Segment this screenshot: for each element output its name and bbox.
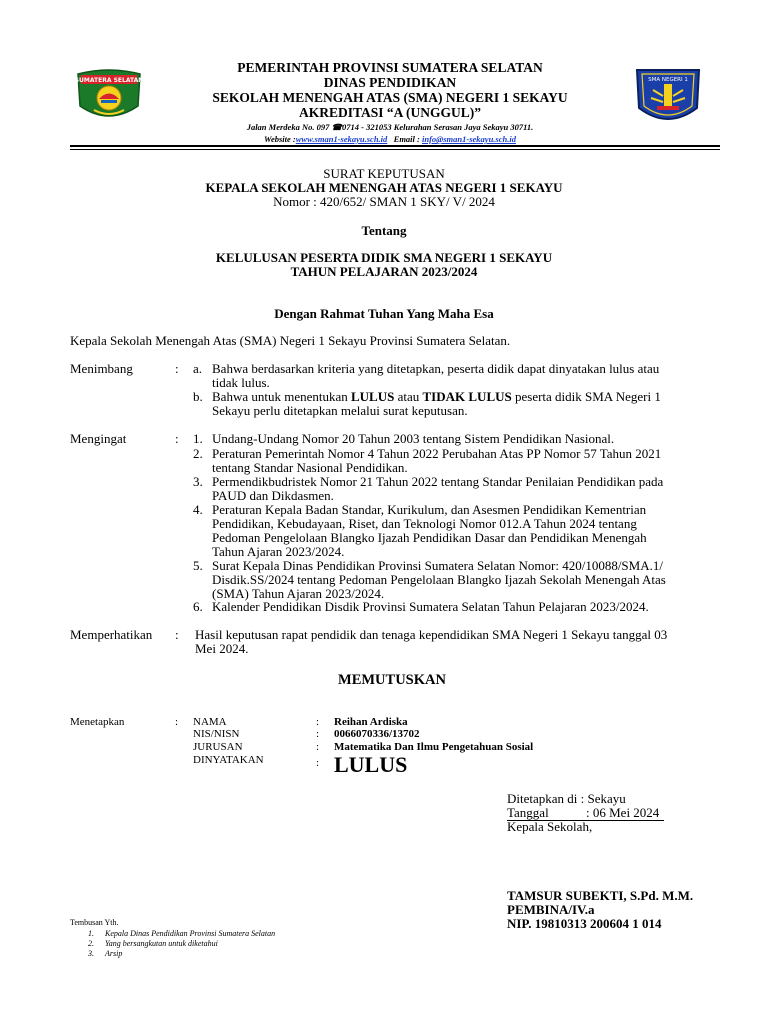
cc-item: 1. Kepala Dinas Pendidikan Provinsi Sumatera Selatan [88, 929, 276, 938]
student-nis: 0066070336/13702 [334, 728, 420, 740]
mengingat-2-num: 2. [193, 446, 203, 461]
memperhatikan-label: Memperhatikan [70, 627, 153, 642]
menimbang-a-num: a. [193, 361, 203, 376]
decide-heading: MEMUTUSKAN [338, 672, 446, 688]
field-name-colon: : [316, 716, 320, 728]
letterhead-line-4: AKREDITASI “A (UNGGUL)” [298, 105, 482, 120]
website-link[interactable]: www.sman1-sekayu.sch.id [295, 134, 388, 144]
letterhead-rule-thick [70, 145, 720, 147]
signer-nip: NIP. 19810313 200604 1 014 [507, 916, 662, 931]
menetapkan-colon: : [175, 716, 179, 728]
menimbang-a-line-1: Bahwa berdasarkan kriteria yang ditetapkan, peserta didik dapat dinyatakan lulus atau [212, 361, 660, 376]
cc-title: Tembusan Yth. [70, 918, 119, 927]
cc-item: 2. Yang bersangkutan untuk diketahui [88, 939, 218, 948]
website-label: Website : [264, 134, 296, 144]
lulus-keyword: LULUS [351, 389, 395, 404]
intro-paragraph: Kepala Sekolah Menengah Atas (SMA) Negeri 1 Sekayu Provinsi Sumatera Selatan. [70, 333, 511, 348]
field-major-colon: : [316, 741, 320, 753]
field-result-key: DINYATAKAN [193, 754, 264, 766]
letterhead-rule-thin [70, 149, 720, 150]
email-link[interactable]: info@sman1-sekayu.sch.id [422, 134, 516, 144]
letterhead [150, 60, 630, 144]
student-major: Matematika Dan Ilmu Pengetahuan Sosial [334, 741, 534, 753]
signature-place: Ditetapkan di : Sekayu [507, 791, 626, 806]
menimbang-a-text [212, 362, 714, 390]
menimbang-b-text [212, 390, 714, 418]
mengingat-3-text: Permendikbudristek Nomor 21 Tahun 2022 tentang Standar Penilaian Pendidikan pada PAUD dan Dikdasmen. [212, 474, 664, 503]
decree-number: Nomor : 420/652/ SMAN 1 SKY/ V/ 2024 [273, 194, 495, 209]
student-name: Reihan Ardiska [334, 716, 408, 728]
mengingat-1-num: 1. [193, 431, 203, 446]
decree-type: SURAT KEPUTUSAN [323, 166, 445, 181]
tidak-lulus-keyword: TIDAK LULUS [422, 389, 512, 404]
menimbang-b-line-1: Bahwa untuk menentukan LULUS atau TIDAK LULUS peserta didik SMA Negeri 1 [212, 389, 661, 404]
letterhead-contact [150, 134, 630, 144]
letterhead-line-3: SEKOLAH MENENGAH ATAS (SMA) NEGERI 1 SEKAYU [212, 90, 568, 105]
field-name-key: NAMA [193, 716, 227, 728]
signature-position: Kepala Sekolah, [507, 819, 593, 834]
province-logo [72, 66, 146, 126]
field-major-key: JURUSAN [193, 741, 243, 753]
letterhead-line-2: DINAS PENDIDIKAN [323, 75, 457, 90]
menimbang-label: Menimbang [70, 361, 133, 376]
decree-subject-line-1: KELULUSAN PESERTA DIDIK SMA NEGERI 1 SEKAYU [215, 250, 553, 265]
mengingat-colon: : [175, 431, 179, 446]
svg-text:SUMATERA SELATAN: SUMATERA SELATAN [74, 77, 144, 84]
result-lulus: LULUS [334, 752, 408, 777]
signer-rank: PEMBINA/IV.a [507, 902, 595, 917]
school-logo [633, 64, 703, 128]
mengingat-2-text: Peraturan Pemerintah Nomor 4 Tahun 2022 Perubahan Atas PP Nomor 57 Tahun 2021 tentang Standar Nasional Pendidikan. [212, 446, 662, 475]
decree-subject [0, 251, 768, 279]
mengingat-label: Mengingat [70, 431, 127, 446]
mengingat-4-num: 4. [193, 502, 203, 517]
blessing-line: Dengan Rahmat Tuhan Yang Maha Esa [274, 306, 494, 321]
decree-subject-line-2: TAHUN PELAJARAN 2023/2024 [290, 264, 478, 279]
decree-heading [0, 167, 768, 209]
decree-issuer: KEPALA SEKOLAH MENENGAH ATAS NEGERI 1 SEKAYU [205, 180, 563, 195]
memperhatikan-colon: : [175, 627, 179, 642]
menimbang-colon: : [175, 361, 179, 376]
field-result-colon: : [316, 757, 320, 769]
letterhead-line-1: PEMERINTAH PROVINSI SUMATERA SELATAN [237, 60, 543, 75]
letterhead-address: Jalan Merdeka No. 097 ☎0714 - 321053 Kelurahan Serasan Jaya Sekayu 30711. [246, 122, 534, 132]
svg-text:SMA NEGERI 1: SMA NEGERI 1 [648, 77, 688, 83]
mengingat-4-text: Peraturan Kepala Badan Standar, Kurikulum, dan Asesmen Pendidikan Kementrian Pendidikan, Kebudayaan, Riset, dan Teknologi Nomor 012.A Tahun 2024 tentang Pedoman Pengelolaan Blangko Ijazah Pendidikan Dasar dan Pendidikan Menengah Tahun Ajaran 2023/2024. [212, 502, 647, 559]
menimbang-b-line-2: Sekayu perlu ditetapkan melalui surat keputusan. [212, 403, 468, 418]
mengingat-5-text: Surat Kepala Dinas Pendidikan Provinsi Sumatera Selatan Nomor: 420/10088/SMA.1/ Disdik.SS/2024 tentang Pedoman Pengelolaan Blangko Ijazah Sekolah Menengah Atas (SMA) Tahun Ajaran 2023/2024. [212, 558, 666, 601]
cc-list [88, 929, 275, 959]
mengingat-6-text: Kalender Pendidikan Disdik Provinsi Sumatera Selatan Tahun Pelajaran 2023/2024. [212, 599, 649, 614]
date-label: Tanggal [507, 805, 549, 820]
menimbang-b-num: b. [193, 389, 203, 404]
mengingat-5-num: 5. [193, 558, 203, 573]
field-nis-colon: : [316, 728, 320, 740]
memperhatikan-text: Hasil keputusan rapat pendidik dan tenaga kependidikan SMA Negeri 1 Sekayu tanggal 03 Mei 2024. [195, 627, 668, 656]
mengingat-6-num: 6. [193, 599, 203, 614]
field-nis-key: NIS/NISN [193, 728, 240, 740]
date-value: : 06 Mei 2024 [586, 805, 660, 820]
mengingat-3-num: 3. [193, 474, 203, 489]
mengingat-1-text: Undang-Undang Nomor 20 Tahun 2003 tentang Sistem Pendidikan Nasional. [212, 431, 615, 446]
signer-name: TAMSUR SUBEKTI, S.Pd. M.M. [507, 888, 694, 903]
decree-about: Tentang [361, 223, 407, 238]
menimbang-a-line-2: tidak lulus. [212, 375, 270, 390]
menetapkan-label: Menetapkan [70, 716, 125, 728]
email-label: Email : [393, 134, 420, 144]
cc-item: 3. Arsip [88, 949, 123, 958]
